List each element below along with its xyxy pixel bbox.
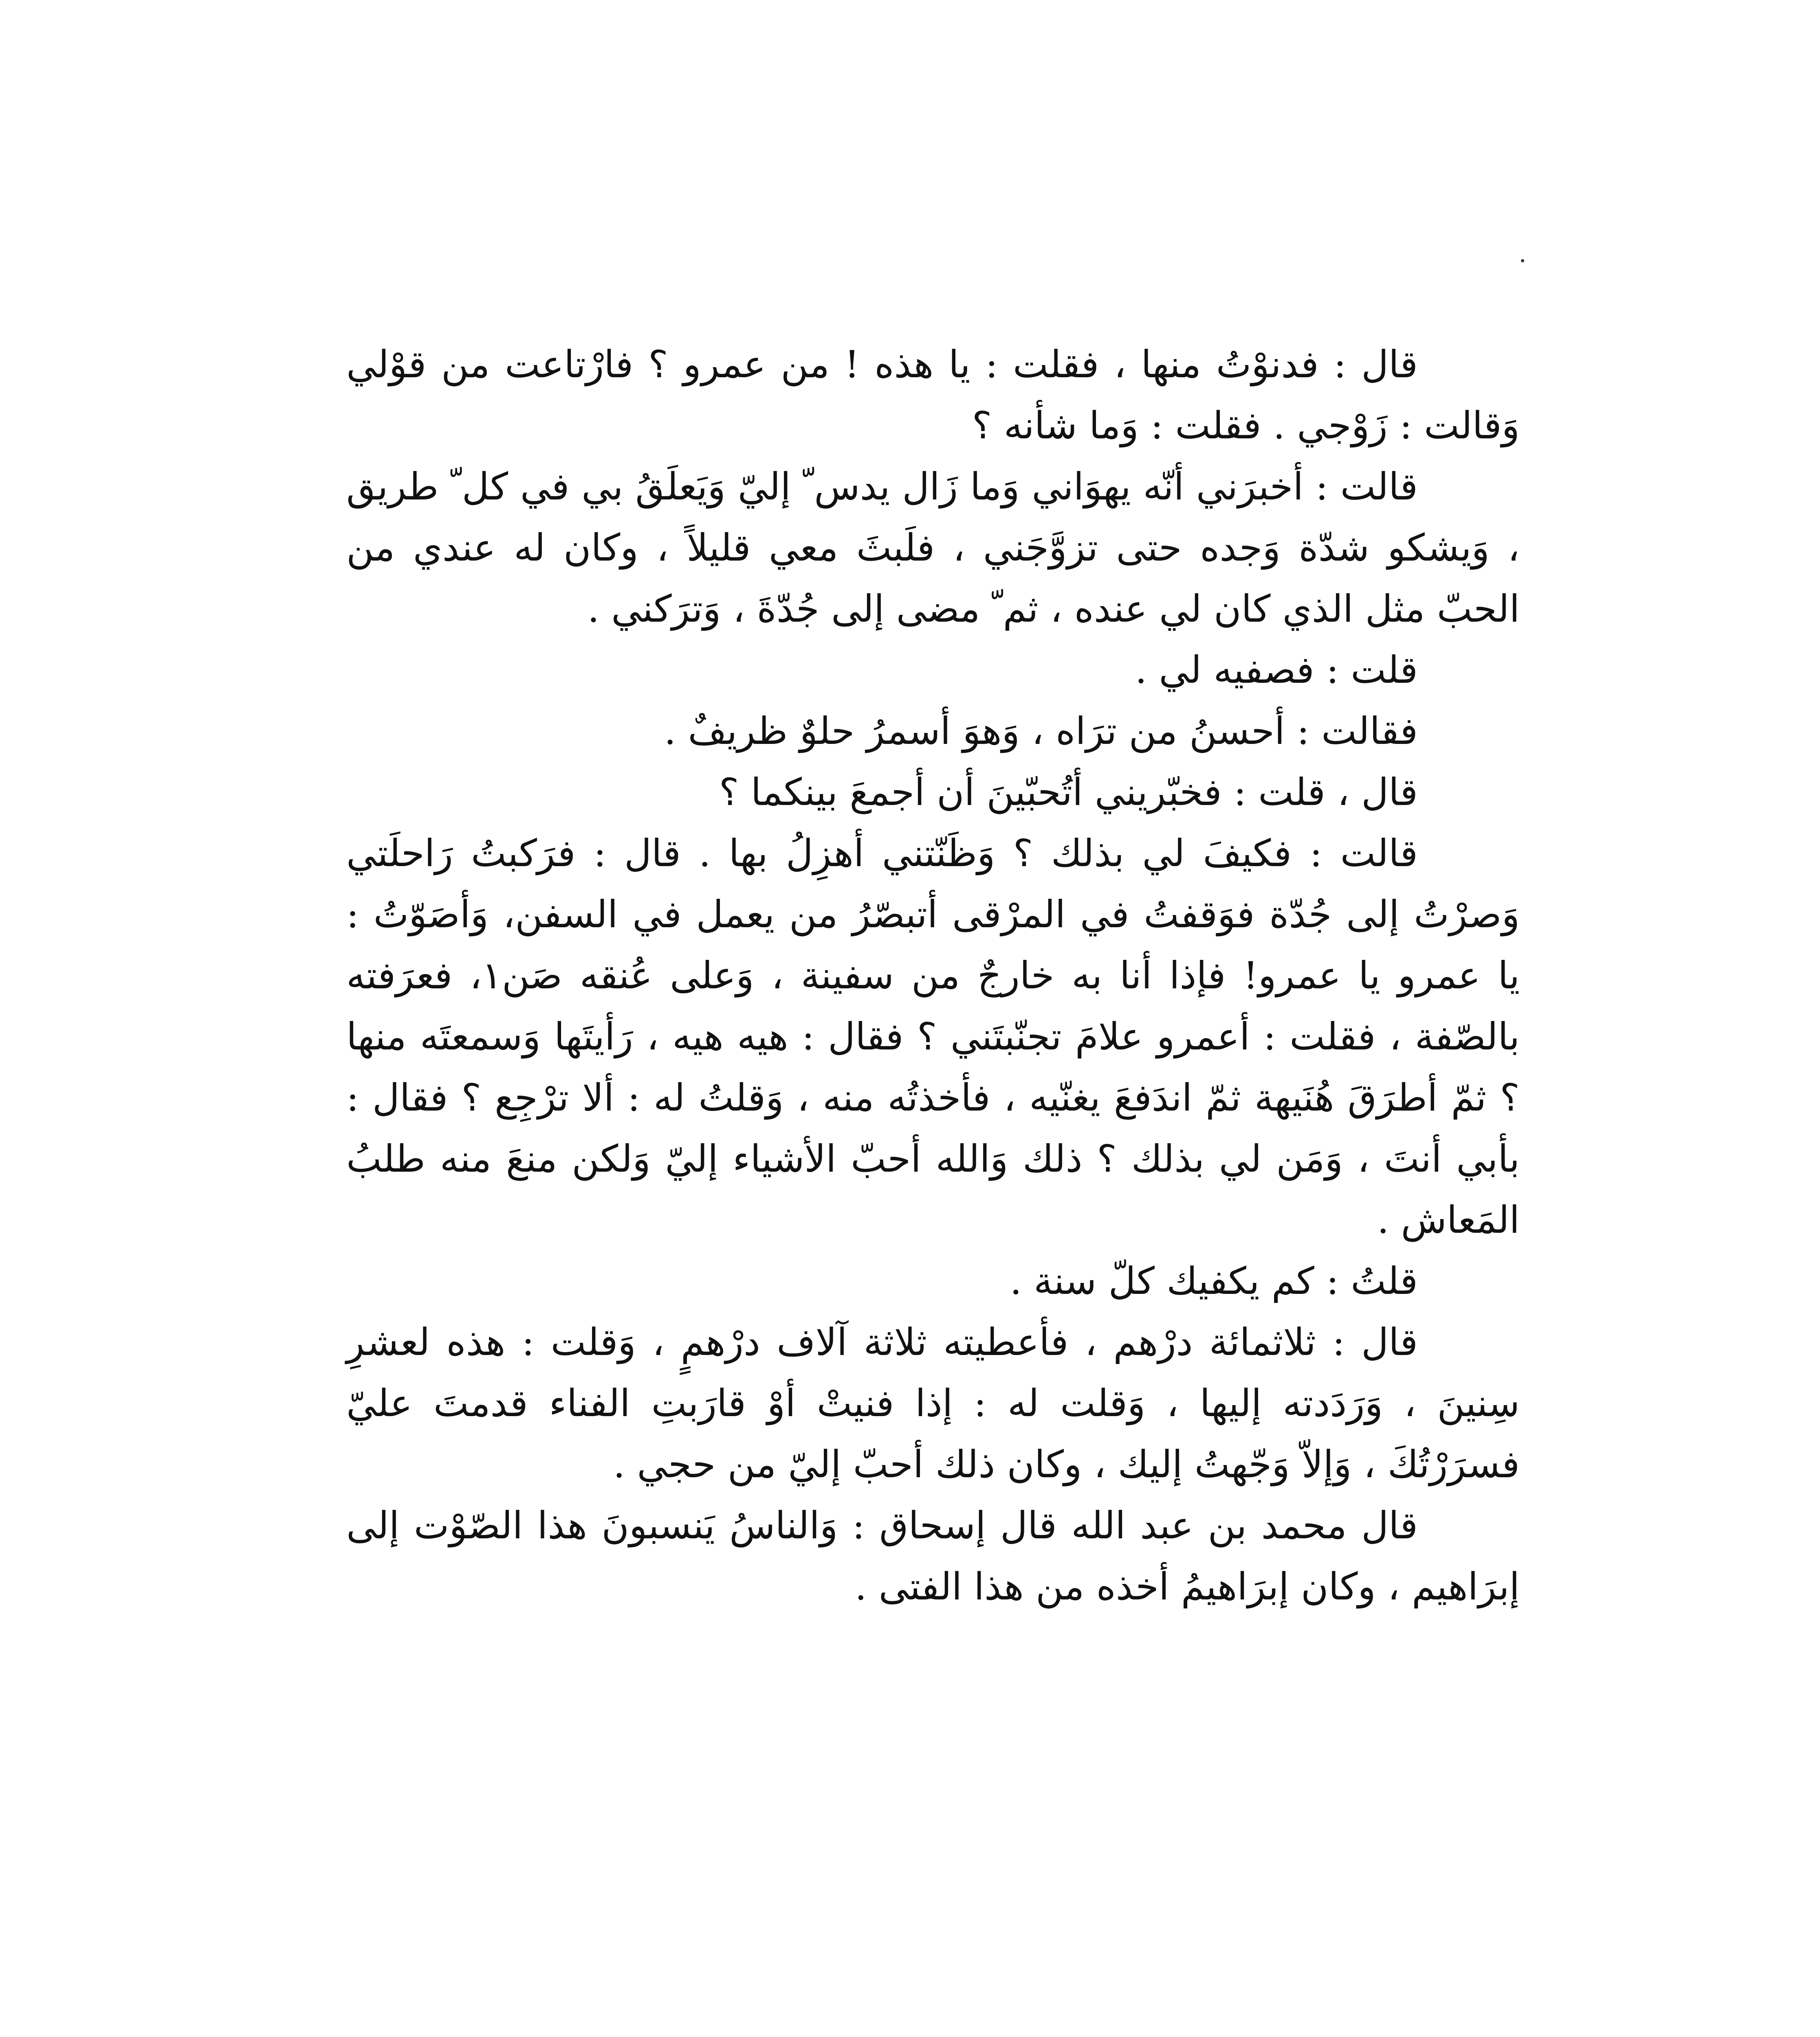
paragraph: قالت : أخبرَني أنّه يهوَاني وَما زَال يدس ّ إليّ وَيَعلَقُ بي في كل ّ طريق ، وَيشكو شدّة وَجده حتى تزوَّجَني ، فلَبثَ معي قليلاً ، وكان له عندي من الحبّ مثل الذي كان لي عنده ، ثم ّ مضى إلى جُدّةَ ، وَترَكني . [346,465,1520,631]
main-text [346,334,1520,1617]
paragraph: قالت : فكيفَ لي بذلك ؟ وَظَنّتني أهزِلُ بها . قال : فرَكبتُ رَاحلَتي وَصرْتُ إلى جُدّة فوَقفتُ في المرْقى أتبصّرُ من يعمل في السفن، وَأصَوّتُ : يا عمرو يا عمرو! فإذا أنا به خارجٌ من سفينة ، وَعلى عُنقه صَن١، فعرَفته بالصّفة ، فقلت : أعمرو علامَ تجنّبتَني ؟ فقال : هيه هيه ، رَأيتَها وَسمعتَه منها ؟ ثمّ أطرَقَ هُنَيهة ثمّ اندَفعَ يغنّيه ، فأخذتُه منه ، وَقلتُ له : ألا ترْجِع ؟ فقال : بأبي أنتَ ، وَمَن لي بذلك ؟ ذلك وَالله أحبّ الأشياء إليّ وَلكن منعَ منه طلبُ المَعاش . [346,832,1520,1242]
paragraph: قال : ثلاثمائة درْهم ، فأعطيته ثلاثة آلاف درْهمٍ ، وَقلت : هذه لعشرِ سِنينَ ، وَرَدَدته إليها ، وَقلت له : إذا فنيتْ أوْ قارَبتِ الفناء قدمتَ عليّ فسرَرْتُكَ ، وَإلاّ وَجّهتُ إليك ، وكان ذلك أحبّ إليّ من حجي . [346,1320,1520,1486]
paragraph: فقالت : أحسنُ من ترَاه ، وَهوَ أسمرُ حلوٌ ظريفٌ . [664,709,1418,753]
paragraph: قلتُ : كم يكفيك كلّ سنة . [1010,1259,1418,1303]
paragraph: قال : فدنوْتُ منها ، فقلت : يا هذه ! من عمرو ؟ فارْتاعت من قوْلي وَقالت : زَوْجي . فقلت : وَما شأنه ؟ [346,343,1520,447]
stray-dot [1521,259,1524,262]
paragraph: قلت : فصفيه لي . [1135,648,1418,692]
paragraph: قال محمد بن عبد الله قال إسحاق : وَالناسُ يَنسبونَ هذا الصّوْت إلى إبرَاهيم ، وكان إبرَاهيمُ أخذه من هذا الفتى . [346,1504,1520,1608]
paragraph: قال ، قلت : فخبّريني أتُحبّينَ أن أجمعَ بينكما ؟ [719,770,1418,814]
